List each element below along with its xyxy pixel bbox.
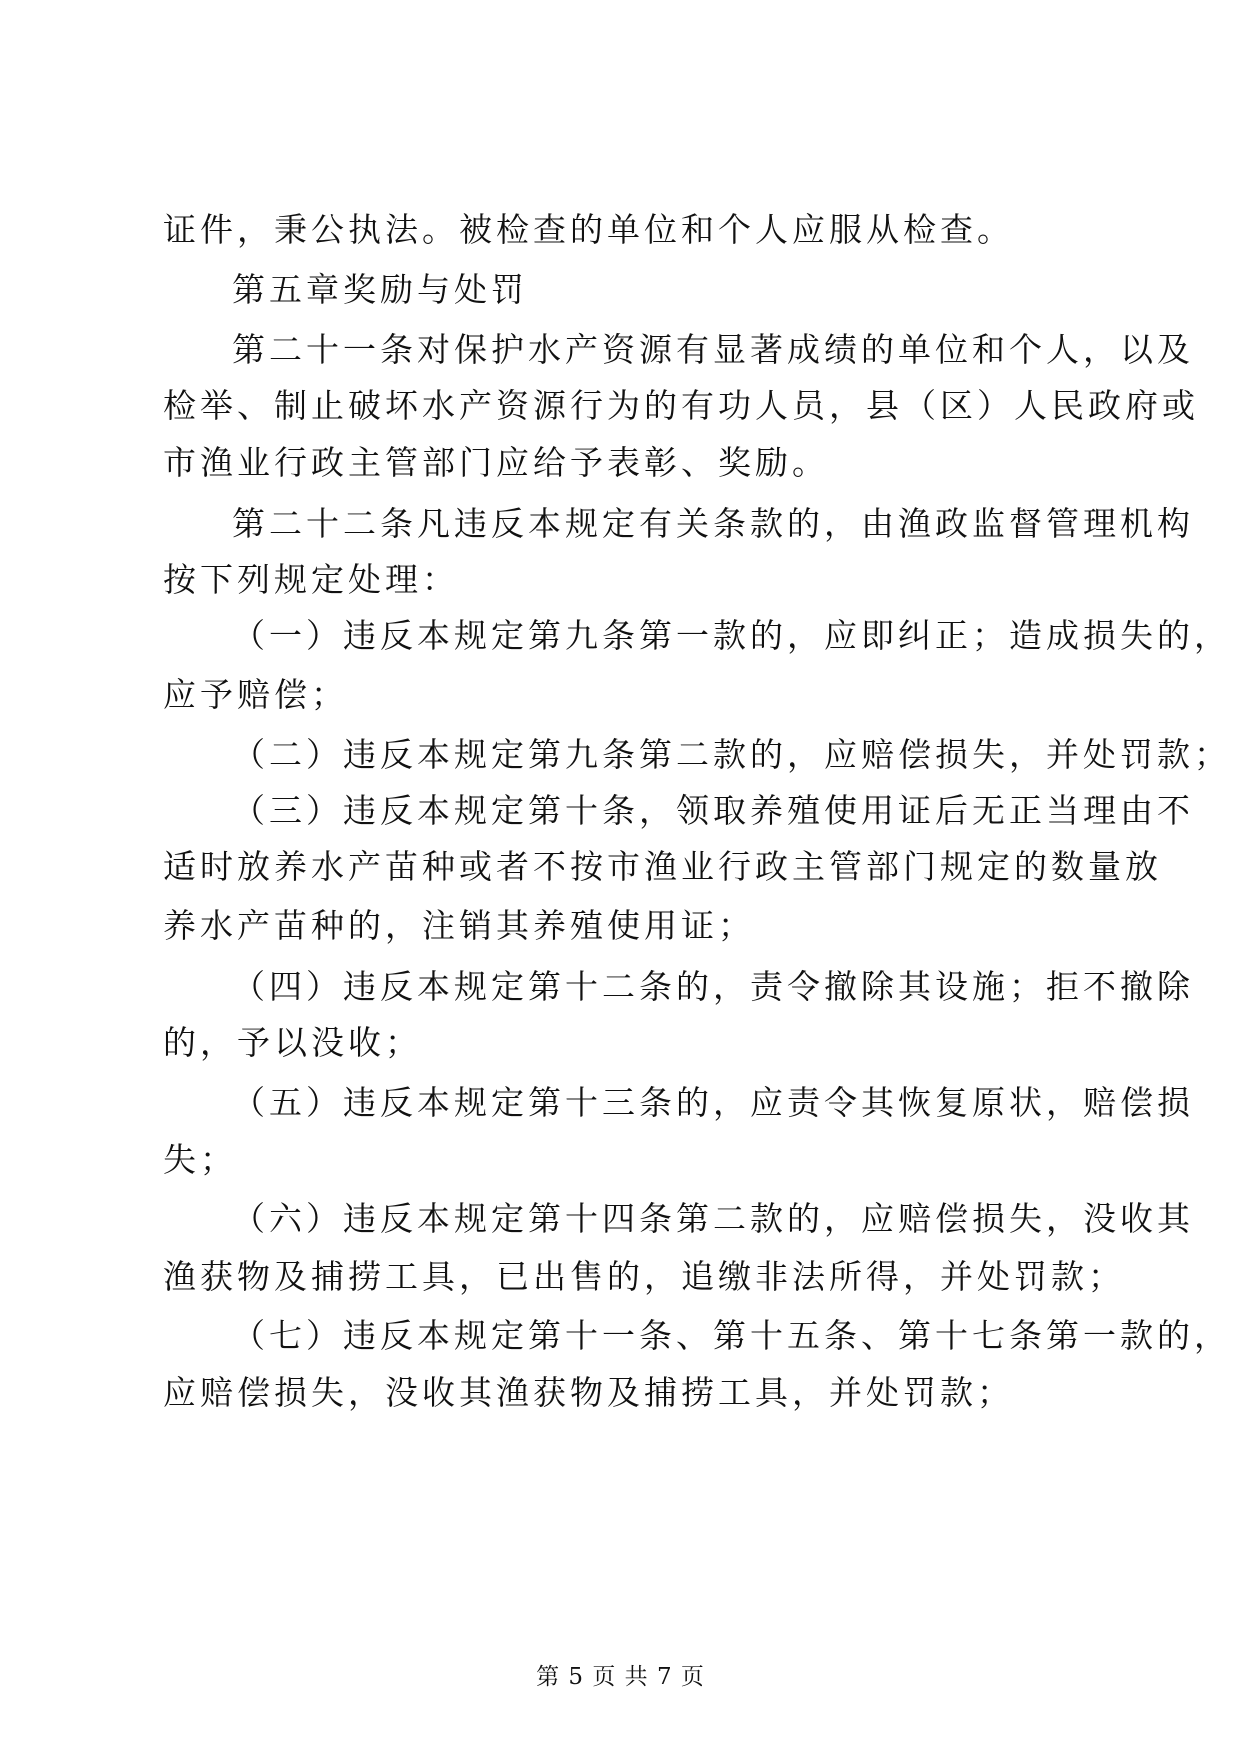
text-line: 检举、制止破坏水产资源行为的有功人员，县（区）人民政府或 (163, 386, 1199, 425)
text-line: 应予赔偿； (163, 675, 348, 714)
chapter-heading: 第五章奖励与处罚 (232, 270, 528, 309)
text-line: （三）违反本规定第十条，领取养殖使用证后无正当理由不 (232, 791, 1194, 830)
text-line: 证件，秉公执法。被检查的单位和个人应服从检查。 (163, 210, 1014, 249)
text-line: 养水产苗种的，注销其养殖使用证； (163, 906, 755, 945)
text-line: 第二十二条凡违反本规定有关条款的，由渔政监督管理机构 (232, 504, 1194, 543)
text-line: 的，予以没收； (163, 1023, 422, 1062)
text-line: 失； (163, 1140, 237, 1179)
text-line: 按下列规定处理： (163, 560, 459, 599)
text-line: （二）违反本规定第九条第二款的，应赔偿损失，并处罚款； (232, 735, 1231, 774)
text-line: （一）违反本规定第九条第一款的，应即纠正；造成损失的， (232, 616, 1231, 655)
text-line: （六）违反本规定第十四条第二款的，应赔偿损失，没收其 (232, 1199, 1194, 1238)
text-line: 第二十一条对保护水产资源有显著成绩的单位和个人，以及 (232, 330, 1194, 369)
text-line: （五）违反本规定第十三条的，应责令其恢复原状，赔偿损 (232, 1083, 1194, 1122)
text-line: 渔获物及捕捞工具，已出售的，追缴非法所得，并处罚款； (163, 1257, 1125, 1296)
text-line: 适时放养水产苗种或者不按市渔业行政主管部门规定的数量放 (163, 847, 1162, 886)
page-number-footer: 第 5 页 共 7 页 (536, 1664, 705, 1690)
text-line: 应赔偿损失，没收其渔获物及捕捞工具，并处罚款； (163, 1373, 1014, 1412)
text-line: （四）违反本规定第十二条的，责令撤除其设施；拒不撤除 (232, 967, 1194, 1006)
text-line: （七）违反本规定第十一条、第十五条、第十七条第一款的， (232, 1316, 1231, 1355)
text-line: 市渔业行政主管部门应给予表彰、奖励。 (163, 443, 829, 482)
